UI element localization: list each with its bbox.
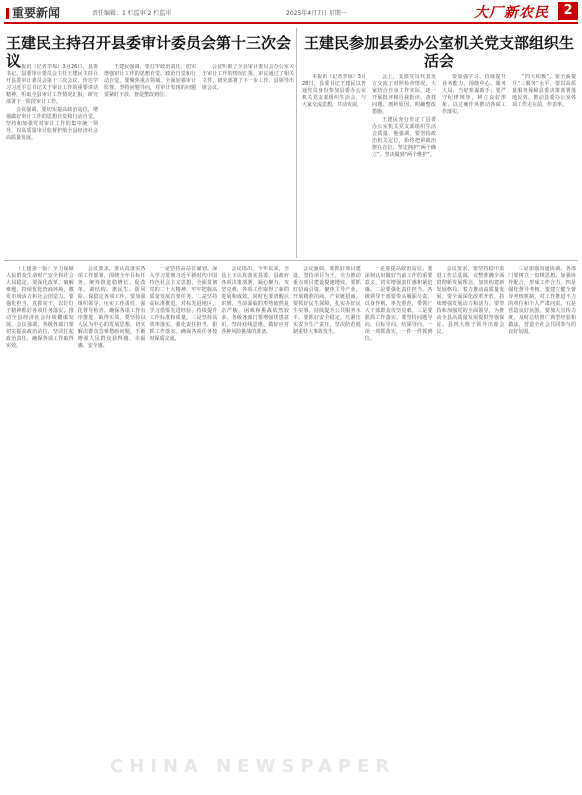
lower-paragraph: 会议指出，今年以来，全县上下认真落实县委、县政府各项决策部署，凝心聚力、攻坚克难，各项工作取得了新的进展和成效。同时也要清醒认识到，当前面临的形势依然复杂严峻，困难和挑战依然较多。各级各部门要增强忧患意识，坚持底线思维，做好应对各种风险挑战的准备。: [221, 266, 289, 335]
lower-col-6: [365, 266, 433, 786]
story-left-paragraph: 会议强调，要切实提高政治站位，增强做好审计工作的思想自觉和行动自觉，坚持和加强党对审计工作的集中统一领导，以高质量审计监督护航全县经济社会高质量发展。: [6, 107, 98, 141]
story-left-paragraph: 会议听取了全县审计委员会办公室关于审计工作的情况汇报，审议通过了相关文件，研究部署了下一步工作。县领导出席会议。: [202, 64, 294, 91]
lower-paragraph: 三是加强沟通协调。各部门要树立一盘棋思想，加强协作配合，形成工作合力。四是强化督导考核。要建立健全督导考核机制，对工作推进不力的单位和个人严肃问责。五是营造良好氛围。要加大宣传力度，及时总结推广典型经验和做法，营造全社会共同参与的良好氛围。: [508, 266, 576, 335]
story-left-lead: 本报讯（记者李琼）3月26日，县委书记、县委审计委员会主任王建民主持召开县委审计委员会第十三次会议，传达学习习近平总书记关于审计工作的重要讲话精神，听取全县审计工作情况汇报，研究部署下一阶段审计工作。: [6, 64, 98, 105]
story-left-paragraph: 王建民强调，要扛牢政治责任，切实增强审计工作的思想自觉、政治自觉和行动自觉。要聚焦重点领域，全面加强审计监督，坚持问题导向，对审计发现的问题要紧盯不放、督促整改到位。: [104, 64, 196, 98]
header-rule: [4, 22, 578, 24]
lower-col-4: [221, 266, 289, 786]
column-divider: [296, 28, 297, 258]
story-left-col-3: [202, 64, 294, 256]
lower-col-3: [150, 266, 218, 786]
story-right-body: [302, 74, 576, 256]
page-header: [0, 0, 582, 26]
story-right-paragraph: 要加强学习，持续提升业务能力，围绕中心、服务大局，当好参谋助手；要严守纪律规矩，树立良好形象，以过硬作风推动各项工作落实。: [442, 74, 506, 115]
lower-col-7: [437, 266, 505, 786]
section-label: 重要新闻: [12, 6, 61, 20]
story-right-lead: 本报讯（记者李琼）3月28日，县委书记王建民以普通党员身份参加县委办公室机关党支部组织生活会，与大家交流思想，共话发展。: [302, 74, 366, 108]
lower-col-2: [78, 266, 146, 786]
story-left-col-2: [104, 64, 196, 256]
story-right: [302, 30, 576, 70]
story-right-paragraph: “四大积极”，要全面提升“三服务”水平，要以高质量服务保障县委决策部署落地见效，推动县委办公室各项工作走在前、作表率。: [512, 74, 576, 108]
story-right-col-3: [442, 74, 506, 256]
lower-paragraph: 一是坚持高站位谋划。深入学习贯彻习近平新时代中国特色社会主义思想，全面贯彻党的二十大精神，牢牢把握高质量发展首要任务。二是坚持高标准推进。对标先进地区，学习借鉴先进经验，持续提升工作标准和质量。三是坚持高效率落实。强化责任担当，狠抓工作落实，确保各项任务按时保质完成。: [149, 266, 218, 342]
lower-col-1: [6, 266, 74, 786]
story-left-col-1: [6, 64, 98, 256]
story-left-body: [6, 64, 294, 256]
story-right-col-2: [372, 74, 436, 256]
story-right-col-4: [512, 74, 576, 256]
newspaper-masthead: 大厂新农民: [474, 5, 549, 21]
issue-date: 2025年4月7日 星期一: [286, 10, 347, 17]
lower-paragraph: 一是要提高政治站位。要深刻认识做好当前工作的重要意义，切实增强责任感和紧迫感。二是要强化责任担当。各级领导干部要带头履职尽责，以身作则、率先垂范，带领广大干部群众攻坚克难。三是要狠抓工作落实。要坚持问题导向、目标导向、结果导向，一项一项抓落实，一件一件抓到位。: [364, 266, 433, 342]
story-right-col-1: [302, 74, 366, 256]
watermark: CHINA NEWSPAPER: [110, 756, 396, 777]
story-left-headline: 王建民主持召开县委审计委员会第十三次会议: [6, 34, 292, 70]
page-number: 2: [558, 2, 578, 20]
lower-paragraph: 会议要求，要坚持稳中求进工作总基调，完整准确全面贯彻新发展理念，加快构建新发展格局，着力推动高质量发展。要全面深化改革开放，持续增强发展动力和活力。要坚持和加强党的全面领导，为推动全县高质量发展提供坚强保证。县四大班子领导出席会议。: [436, 266, 505, 335]
section-title: [6, 4, 60, 21]
section-divider: [4, 260, 578, 261]
lower-paragraph: （上接第一版）全力保障人民群众生命财产安全和社会大局稳定。要深化改革，破解难题，持续优化营商环境，激发市场活力和社会创造力。要强化担当，真抓实干，以钉钉子精神抓好各项任务落实，推动全县经济社会持续健康发展。会议强调，各级各部门要切实提高政治站位，坚决扛起政治责任，确保各项工作取得实效。: [6, 266, 74, 349]
lower-paragraph: 会议要求，要认真落实各项工作部署，围绕全年目标任务，统筹推进稳增长、促改革、调结构、惠民生、防风险、保稳定各项工作。要加强组织领导，压实工作责任，强化督导检查，确保各项工作有序推进、取得实效。要坚持以人民为中心的发展思想，切实解决群众急难愁盼问题，不断增强人民群众获得感、幸福感、安全感。: [77, 266, 146, 349]
story-right-paragraph: 王建民充分肯定了县委办公室机关党支部组织生活会质量，他强调，要坚持政治机关定位，始终把讲政治摆在首位，坚定拥护“两个确立”、坚决做到“两个维护”。: [372, 117, 436, 158]
lower-col-5: [293, 266, 361, 786]
lower-paragraph: 会议强调，要抓好项目建设，坚持项目为王，全力推动重点项目建设提速增效。要抓好招商引资，聚焦主导产业，开展精准招商、产业链招商。要抓好民生保障，扎实办好民生实事，持续提升公共服务水平。要抓好安全稳定，压紧压实安全生产责任，坚决防范遏制重特大事故发生。: [293, 266, 361, 335]
editor-credits: 责任编辑：1 栏监审 2 栏监审: [92, 10, 172, 17]
section-bar: [6, 8, 9, 19]
lower-col-8: [508, 266, 576, 786]
story-right-paragraph: 会上，支部党员代表发言交流了对照检查情况，大家结合自身工作实际，逐一开展批评和自我批评，查找问题、剖析原因、明确整改措施。: [372, 74, 436, 115]
story-right-headline: 王建民参加县委办公室机关党支部组织生活会: [303, 34, 574, 70]
lower-body: [6, 266, 576, 786]
